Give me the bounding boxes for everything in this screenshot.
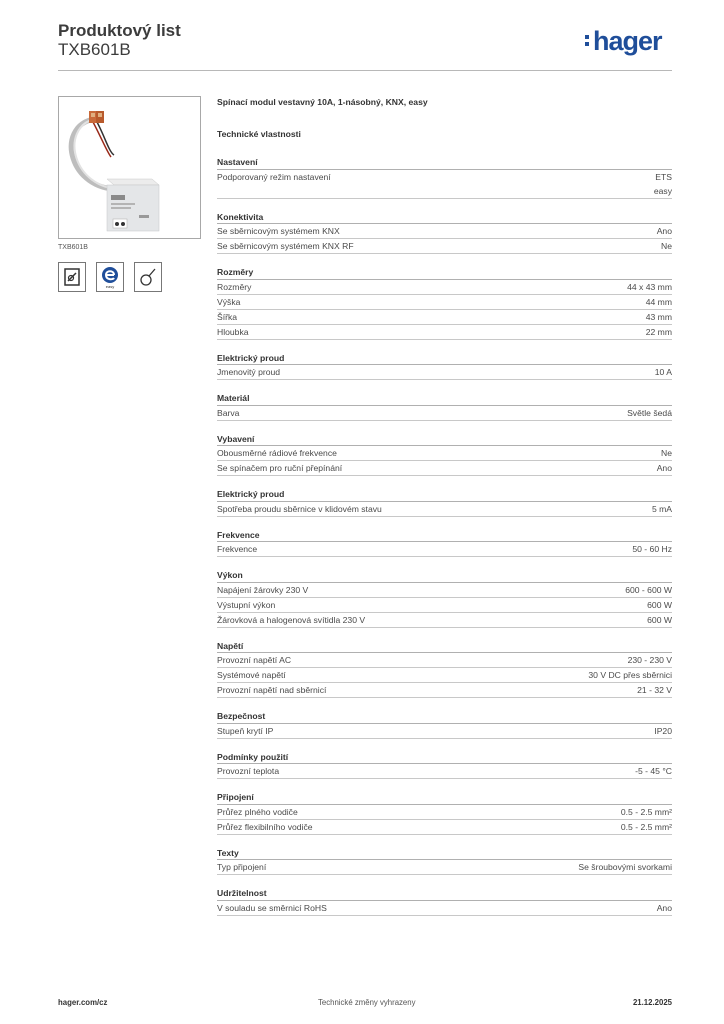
spec-label: Průřez plného vodiče [217,806,298,817]
spec-value: Světle šedá [627,407,672,418]
spec-value: Ne [661,448,672,458]
spec-label: Provozní teplota [217,766,280,776]
spec-label: Systémové napětí [217,670,286,680]
spec-section [217,886,672,916]
spec-value: Ano [656,226,672,236]
easy-badge-label: easy [105,284,115,289]
footer-url[interactable]: hager.com/cz [58,998,108,1007]
spec-row [217,502,672,517]
easy-config-icon [96,262,124,292]
spec-section-title: Materiál [217,391,672,406]
spec-label: Hloubka [217,326,249,337]
spec-section-title: Nastavení [217,155,672,170]
spec-row [217,820,672,835]
image-caption: TXB601B [58,244,88,251]
hager-logo[interactable] [593,28,662,55]
spec-value: ETS easy [653,171,672,196]
spec-value: 22 mm [645,326,672,337]
spec-row [217,365,672,380]
logo-dots-icon [585,35,591,49]
spec-section-title: Bezpečnost [217,709,672,724]
certification-badges [58,262,162,292]
spec-row [217,613,672,628]
spec-row [217,653,672,668]
product-content [217,96,672,927]
spec-value: 230 - 230 V [627,655,672,665]
spec-section [217,210,672,255]
footer-note: Technické změny vyhrazeny [318,998,416,1007]
page-title: Produktový list [58,21,181,40]
product-image [58,96,201,239]
spec-value: 5 mA [651,503,672,514]
spec-label: Obousměrné rádiové frekvence [217,448,337,458]
spec-row [217,542,672,557]
spec-section-title: Výkon [217,568,672,583]
spec-label: Stupeň krytí IP [217,725,274,736]
spec-row [217,280,672,295]
spec-section-title: Napětí [217,639,672,654]
spec-row [217,683,672,698]
spec-row [217,764,672,779]
spec-section [217,265,672,340]
spec-label: V souladu se směrnicí RoHS [217,902,327,913]
spec-section [217,432,672,477]
spec-row [217,310,672,325]
spec-label: Provozní napětí AC [217,655,292,665]
spec-value: 44 x 43 mm [627,281,672,292]
spec-label: Jmenovitý proud [217,367,281,377]
spec-label: Výška [217,296,241,307]
spec-value: 600 - 600 W [625,584,672,595]
spec-label: Šířka [217,311,238,322]
spec-section [217,568,672,628]
spec-label: Barva [217,407,240,418]
spec-row [217,446,672,461]
spec-section [217,639,672,699]
spec-value: Ne [661,241,672,251]
spec-label: Výstupní výkon [217,599,276,610]
spec-value: 50 - 60 Hz [632,544,672,554]
technical-properties-title: Technické vlastnosti [217,129,301,139]
spec-label: Se sběrnicovým systémem KNX [217,226,340,236]
spec-section-title: Konektivita [217,210,672,225]
logo-text: hager [593,26,662,56]
spec-label: Spotřeba proudu sběrnice v klidovém stavu [217,503,382,514]
spec-section [217,709,672,739]
spec-row [217,406,672,421]
spec-row [217,224,672,239]
spec-row [217,325,672,340]
spec-row [217,860,672,875]
spec-row [217,805,672,820]
spec-section-title: Frekvence [217,528,672,543]
spec-value: 30 V DC přes sběrnici [588,670,672,680]
spec-section [217,528,672,558]
spec-row [217,598,672,613]
spec-section [217,391,672,421]
header-divider [58,70,672,71]
product-code: TXB601B [58,40,131,59]
spec-section [217,790,672,835]
spec-label: Frekvence [217,544,258,554]
spec-section [217,351,672,381]
spec-section-title: Připojení [217,790,672,805]
spec-value: 0.5 - 2.5 mm² [620,806,672,817]
manual-switch-icon [134,262,162,292]
spec-row [217,239,672,254]
spec-row [217,668,672,683]
spec-section [217,487,672,517]
spec-row [217,583,672,598]
spec-section [217,846,672,876]
spec-section [217,155,672,199]
spec-value: 43 mm [645,311,672,322]
spec-label: Napájení žárovky 230 V [217,584,309,595]
spec-section-title: Rozměry [217,265,672,280]
spec-label: Typ připojení [217,862,267,872]
spec-label: Se spínačem pro ruční přepínání [217,463,343,473]
spec-row [217,295,672,310]
specification-sections [217,155,672,916]
spec-section-title: Vybavení [217,432,672,447]
spec-value: 0.5 - 2.5 mm² [620,821,672,832]
spec-section-title: Udržitelnost [217,886,672,901]
spec-value: 10 A [654,367,672,377]
spec-value: -5 - 45 °C [635,766,672,776]
spec-value: 600 W [647,614,672,625]
spec-row [217,170,672,199]
spec-section-title: Elektrický proud [217,487,672,502]
spec-value: Se šroubovými svorkami [578,862,672,872]
spec-value: IP20 [654,725,672,736]
spec-label: Průřez flexibilního vodiče [217,821,313,832]
spec-label: Provozní napětí nad sběrnicí [217,685,327,695]
spec-label: Rozměry [217,281,252,292]
product-description: Spínací modul vestavný 10A, 1-násobný, KNX, easy [217,97,428,107]
spec-label: Žárovková a halogenová svítidla 230 V [217,614,366,625]
knx-module-illustration [59,97,200,238]
spec-value: Ano [656,463,672,473]
spec-value: 44 mm [645,296,672,307]
spec-section-title: Podmínky použití [217,750,672,765]
spec-value: 600 W [647,599,672,610]
spec-row [217,901,672,916]
spec-section [217,750,672,780]
footer-date: 21.12.2025 [632,998,672,1007]
knx-device-icon [58,262,86,292]
spec-row [217,461,672,476]
spec-row [217,724,672,739]
spec-value: Ano [656,902,672,913]
spec-section-title: Elektrický proud [217,351,672,366]
spec-section-title: Texty [217,846,672,861]
spec-label: Se sběrnicovým systémem KNX RF [217,241,354,251]
spec-label: Podporovaný režim nastavení [217,171,331,182]
spec-value: 21 - 32 V [637,685,672,695]
